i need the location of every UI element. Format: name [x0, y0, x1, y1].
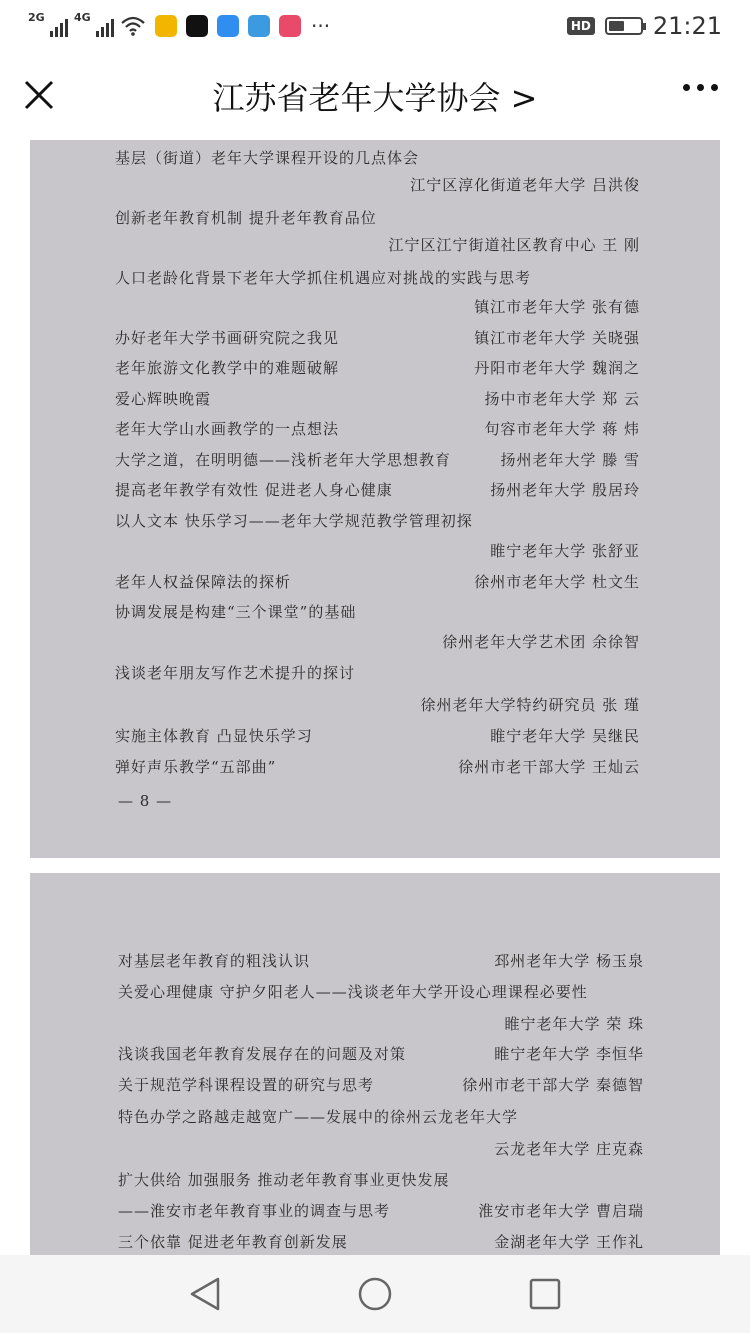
document-photo-page-8: [30, 140, 720, 858]
signal-2g-label: 2G: [28, 11, 45, 24]
article-content[interactable]: [0, 140, 750, 1255]
doc-title-text: 浅谈我国老年教育发展存在的问题及对策: [118, 1045, 407, 1063]
app-notification-icon: [155, 15, 177, 37]
status-right: [567, 12, 722, 40]
doc-author-text: 扬州老年大学 殷居玲: [490, 481, 640, 499]
battery-icon: [605, 17, 643, 35]
doc-title-text: 实施主体教育 凸显快乐学习: [115, 727, 313, 745]
app-notification-icon: [248, 15, 270, 37]
more-menu-icon[interactable]: [683, 84, 718, 91]
doc-author-text: 扬中市老年大学 郑 云: [484, 390, 640, 408]
signal-4g-icon: [74, 11, 114, 37]
doc-title-text: 协调发展是构建“三个课堂”的基础: [115, 603, 357, 621]
doc-title-text: 特色办学之路越走越宽广——发展中的徐州云龙老年大学: [118, 1108, 519, 1126]
doc-author-text: 睢宁老年大学 吴继民: [490, 727, 640, 745]
doc-author-text: 扬州老年大学 滕 雪: [500, 451, 640, 469]
doc-title-text: 浅谈老年朋友写作艺术提升的探讨: [115, 664, 356, 682]
doc-title-text: 办好老年大学书画研究院之我见: [115, 329, 340, 347]
doc-author-text: 徐州老年大学艺术团 余徐智: [442, 633, 640, 651]
doc-title-text: 人口老龄化背景下老年大学抓住机遇应对挑战的实践与思考: [115, 269, 532, 287]
doc-author-text: 徐州市老干部大学 王灿云: [458, 758, 640, 776]
document-photo-page-9: [30, 873, 720, 1255]
more-notifications-icon: ···: [311, 14, 331, 38]
doc-title-text: 提高老年教学有效性 促进老人身心健康: [115, 481, 393, 499]
doc-author-text: 淮安市老年大学 曹启瑞: [478, 1202, 644, 1220]
doc-title-text: ——淮安市老年教育事业的调查与思考: [118, 1202, 391, 1220]
app-notification-icon: [186, 15, 208, 37]
doc-author-text: 镇江市老年大学 张有德: [474, 298, 640, 316]
doc-title-text: 大学之道，在明明德——浅析老年大学思想教育: [115, 451, 452, 469]
doc-title-text: 关于规范学科课程设置的研究与思考: [118, 1076, 375, 1094]
app-notification-icon: [217, 15, 239, 37]
hd-badge: HD: [567, 17, 595, 35]
doc-author-text: 徐州老年大学特约研究员 张 瑾: [420, 696, 640, 714]
doc-title-text: 创新老年教育机制 提升老年教育品位: [115, 209, 377, 227]
back-icon[interactable]: [188, 1276, 222, 1312]
doc-title-text: 老年大学山水画教学的一点想法: [115, 420, 340, 438]
doc-author-text: 徐州市老年大学 杜文生: [474, 573, 640, 591]
doc-author-text: 丹阳市老年大学 魏润之: [474, 359, 640, 377]
doc-author-text: 睢宁老年大学 张舒亚: [490, 542, 640, 560]
doc-title-text: 以人文本 快乐学习——老年大学规范教学管理初探: [115, 512, 473, 530]
doc-title-text: 扩大供给 加强服务 推动老年教育事业更快发展: [118, 1171, 450, 1189]
doc-title-text: 爱心辉映晚霞: [115, 390, 212, 408]
doc-title-text: 基层（街道）老年大学课程开设的几点体会: [115, 149, 420, 167]
doc-author-text: 句容市老年大学 蒋 炜: [484, 420, 640, 438]
doc-title-text: 对基层老年教育的粗浅认识: [118, 952, 311, 970]
account-title-link[interactable]: 江苏省老年大学协会 >: [212, 79, 538, 117]
doc-author-text: 云龙老年大学 庄克森: [494, 1140, 644, 1158]
doc-author-text: 江宁区淳化街道老年大学 吕洪俊: [410, 176, 640, 194]
doc-author-text: 睢宁老年大学 荣 珠: [504, 1015, 644, 1033]
page-number: — 8 —: [118, 792, 173, 810]
home-icon[interactable]: [357, 1276, 393, 1312]
doc-author-text: 镇江市老年大学 关晓强: [474, 329, 640, 347]
signal-2g-icon: [28, 11, 68, 37]
doc-title-text: 关爱心理健康 守护夕阳老人——浅谈老年大学开设心理课程必要性: [118, 983, 588, 1001]
doc-title-text: 弹好声乐教学“五部曲”: [115, 758, 277, 776]
system-navigation-bar: [0, 1255, 750, 1333]
clock: 21:21: [652, 12, 722, 40]
doc-title-text: 老年旅游文化教学中的难题破解: [115, 359, 340, 377]
wifi-icon: [120, 15, 146, 37]
doc-author-text: 睢宁老年大学 李恒华: [494, 1045, 644, 1063]
status-bar: [0, 0, 750, 52]
recent-apps-icon[interactable]: [528, 1277, 562, 1311]
doc-author-text: 邳州老年大学 杨玉泉: [494, 952, 644, 970]
nav-bar: [0, 52, 750, 140]
doc-author-text: 徐州市老干部大学 秦德智: [462, 1076, 644, 1094]
doc-title-text: 老年人权益保障法的探析: [115, 573, 292, 591]
status-left: [28, 11, 331, 38]
doc-title-text: 三个依靠 促进老年教育创新发展: [118, 1233, 348, 1251]
doc-author-text: 金湖老年大学 王作礼: [494, 1233, 644, 1251]
signal-4g-label: 4G: [74, 11, 91, 24]
doc-author-text: 江宁区江宁街道社区教育中心 王 刚: [388, 236, 640, 254]
close-icon[interactable]: [22, 78, 56, 112]
app-notification-icon: [279, 15, 301, 37]
